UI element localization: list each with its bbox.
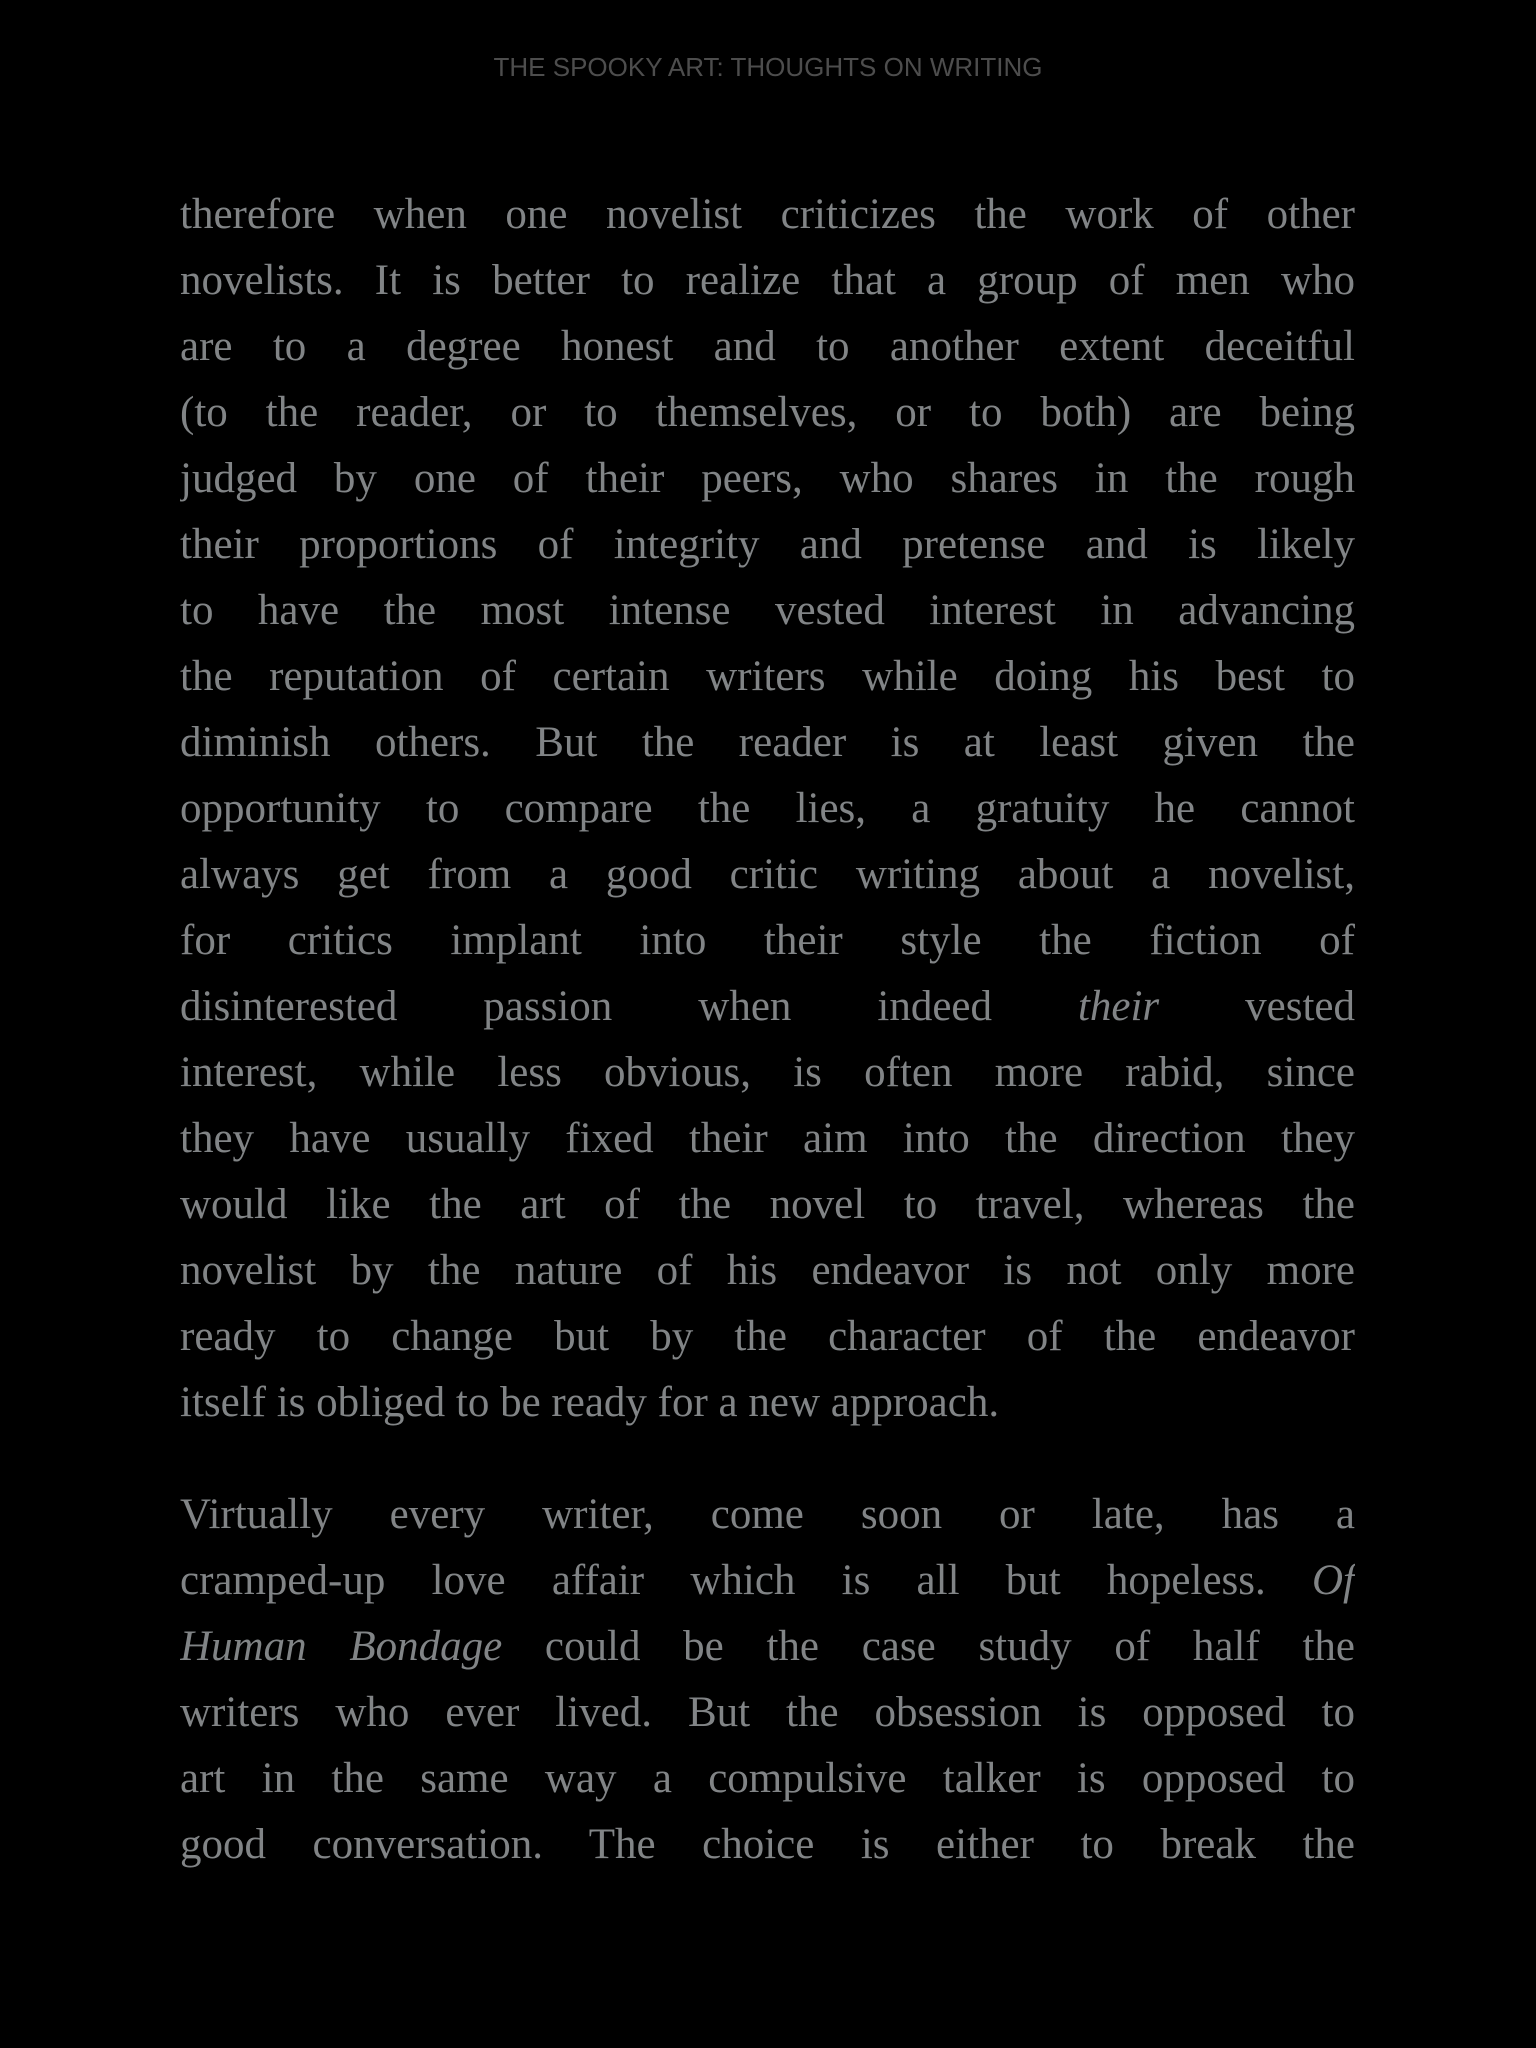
book-title-header: THE SPOOKY ART: THOUGHTS ON WRITING bbox=[493, 52, 1043, 82]
paragraph bbox=[180, 1482, 1355, 1878]
text-line bbox=[180, 842, 1355, 908]
paragraph bbox=[180, 182, 1355, 1436]
text-line bbox=[180, 1680, 1355, 1746]
text-line bbox=[180, 1172, 1355, 1238]
text-line bbox=[180, 776, 1355, 842]
text-line bbox=[180, 1614, 1355, 1680]
text-segment: they have usually fixed their aim into the direction they bbox=[180, 1115, 1355, 1162]
text-segment: itself is obliged to be ready for a new approach. bbox=[180, 1379, 1000, 1426]
text-segment: judged by one of their peers, who shares in the rough bbox=[180, 455, 1355, 502]
text-segment: cramped-up love affair which is all but hopeless. bbox=[180, 1557, 1312, 1604]
italic-text: their bbox=[1077, 983, 1160, 1030]
text-segment: would like the art of the novel to travel, whereas the bbox=[180, 1181, 1355, 1228]
text-line bbox=[180, 446, 1355, 512]
text-segment: novelists. It is better to realize that a group of men who bbox=[180, 257, 1355, 304]
text-segment: therefore when one novelist criticizes the work of other bbox=[180, 191, 1355, 238]
text-segment: opportunity to compare the lies, a gratuity he cannot bbox=[180, 785, 1355, 832]
text-line bbox=[180, 1548, 1355, 1614]
text-line bbox=[180, 1370, 1355, 1436]
text-segment: good conversation. The choice is either to break the bbox=[180, 1821, 1355, 1868]
text-line bbox=[180, 1746, 1355, 1812]
text-segment: novelist by the nature of his endeavor is not only more bbox=[180, 1247, 1355, 1294]
text-line bbox=[180, 182, 1355, 248]
text-line bbox=[180, 1482, 1355, 1548]
text-segment: could be the case study of half the bbox=[502, 1623, 1355, 1670]
text-segment: to have the most intense vested interest in advancing bbox=[180, 587, 1355, 634]
text-line bbox=[180, 578, 1355, 644]
page-body bbox=[180, 182, 1355, 1878]
text-line bbox=[180, 644, 1355, 710]
text-segment: ready to change but by the character of the endeavor bbox=[180, 1313, 1355, 1360]
text-segment: their proportions of integrity and pretense and is likely bbox=[180, 521, 1355, 568]
text-segment: always get from a good critic writing about a novelist, bbox=[180, 851, 1355, 898]
italic-text: Human Bondage bbox=[180, 1623, 503, 1670]
text-line bbox=[180, 512, 1355, 578]
text-line bbox=[180, 710, 1355, 776]
text-line bbox=[180, 1106, 1355, 1172]
text-line bbox=[180, 908, 1355, 974]
text-segment: vested bbox=[1159, 983, 1355, 1030]
text-segment: interest, while less obvious, is often more rabid, since bbox=[180, 1049, 1355, 1096]
text-line bbox=[180, 1040, 1355, 1106]
text-line bbox=[180, 1304, 1355, 1370]
text-line bbox=[180, 380, 1355, 446]
text-segment: Virtually every writer, come soon or late, has a bbox=[180, 1491, 1355, 1538]
text-segment: writers who ever lived. But the obsession is opposed to bbox=[180, 1689, 1355, 1736]
text-line bbox=[180, 314, 1355, 380]
text-segment: are to a degree honest and to another extent deceitful bbox=[180, 323, 1355, 370]
text-segment: disinterested passion when indeed bbox=[180, 983, 1078, 1030]
text-line bbox=[180, 974, 1355, 1040]
text-segment: the reputation of certain writers while doing his best to bbox=[180, 653, 1355, 700]
italic-text: Of bbox=[1312, 1557, 1355, 1604]
text-segment: for critics implant into their style the fiction of bbox=[180, 917, 1355, 964]
text-segment: art in the same way a compulsive talker is opposed to bbox=[180, 1755, 1355, 1802]
text-line bbox=[180, 1238, 1355, 1304]
text-line bbox=[180, 1812, 1355, 1878]
text-segment: (to the reader, or to themselves, or to both) are being bbox=[180, 389, 1355, 436]
text-line bbox=[180, 248, 1355, 314]
text-segment: diminish others. But the reader is at least given the bbox=[180, 719, 1355, 766]
